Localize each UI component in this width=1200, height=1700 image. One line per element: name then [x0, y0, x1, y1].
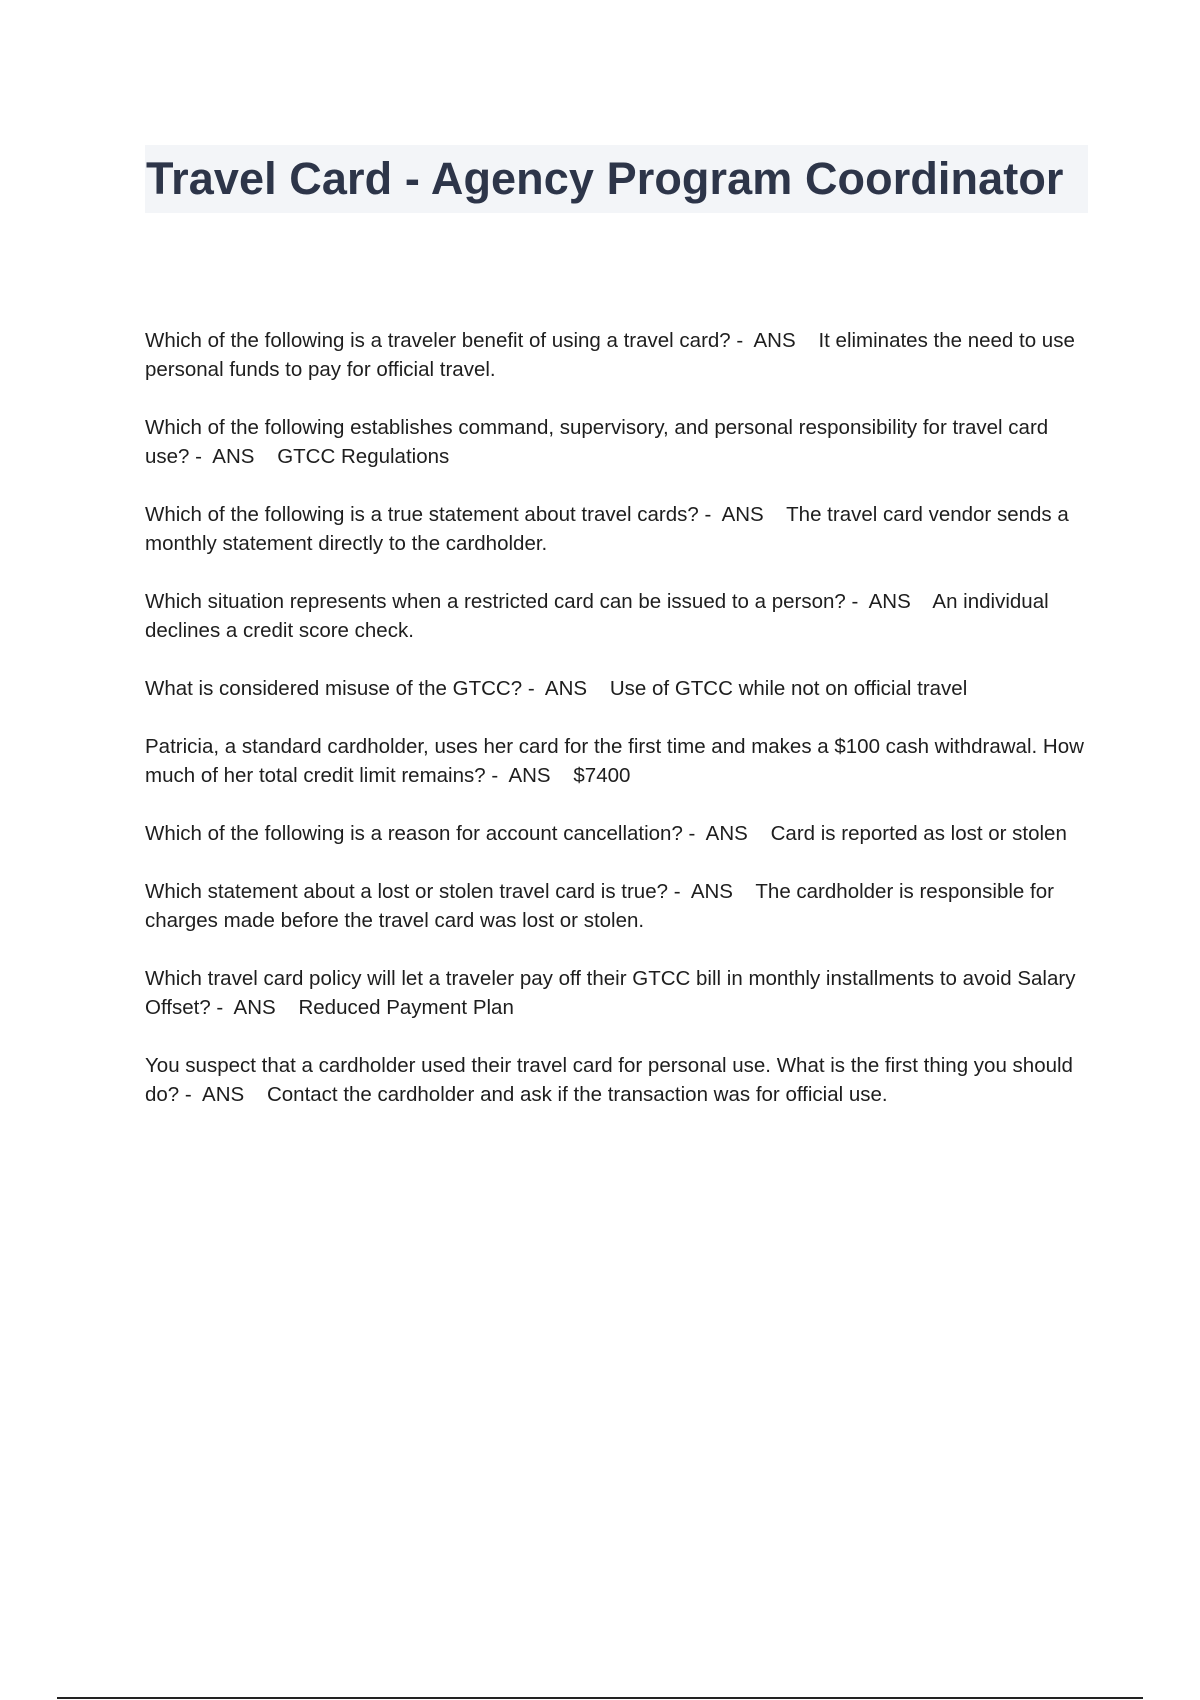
answer-text: GTCC Regulations [277, 445, 450, 468]
qa-item: Which statement about a lost or stolen travel card is true? - ANS The cardholder is responsible for charges made before the travel card was lost or stolen. [145, 880, 1054, 932]
answer-marker: ANS [233, 996, 276, 1019]
footer-divider [57, 1697, 1143, 1699]
qa-item: Which situation represents when a restricted card can be issued to a person? - ANS An individual declines a credit score check. [145, 590, 1049, 642]
qa-item: Patricia, a standard cardholder, uses her card for the first time and makes a $100 cash withdrawal. How much of her total credit limit remains? - ANS $7400 [145, 735, 1084, 787]
question-text: What is considered misuse of the GTCC? [145, 677, 523, 700]
qa-list [145, 326, 1090, 1138]
answer-text: Contact the cardholder and ask if the transaction was for official use. [266, 1083, 888, 1106]
answer-marker: ANS [721, 503, 764, 526]
qa-item: You suspect that a cardholder used their travel card for personal use. What is the first thing you should do? - ANS Contact the cardholder and ask if the transaction was for official use. [145, 1054, 1073, 1106]
qa-item: Which of the following is a traveler benefit of using a travel card? - ANS It eliminates the need to use personal funds to pay for official travel. [145, 329, 1075, 381]
answer-marker: ANS [690, 880, 733, 903]
question-text: Which of the following establishes command, supervisory, and personal responsibility for travel card use? [145, 416, 1049, 468]
answer-text: The cardholder is responsible for charges made before the travel card was lost or stolen. [145, 880, 1054, 932]
answer-marker: ANS [753, 329, 796, 352]
answer-text: $7400 [573, 764, 631, 787]
qa-item: Which of the following is a true statement about travel cards? - ANS The travel card vendor sends a monthly statement directly to the cardholder. [145, 503, 1069, 555]
question-text: Which situation represents when a restricted card can be issued to a person? [145, 590, 846, 613]
question-text: Which of the following is a true statement about travel cards? [145, 503, 699, 526]
answer-marker: ANS [202, 1083, 245, 1106]
question-text: Which of the following is a traveler benefit of using a travel card? [145, 329, 731, 352]
question-text: Which of the following is a reason for account cancellation? [145, 822, 683, 845]
answer-text: An individual declines a credit score check. [145, 590, 1049, 642]
answer-marker: ANS [212, 445, 255, 468]
answer-text: Card is reported as lost or stolen [770, 822, 1067, 845]
question-text: Patricia, a standard cardholder, uses her card for the first time and makes a $100 cash withdrawal. How much of her total credit limit remains? [145, 735, 1084, 787]
answer-text: It eliminates the need to use personal funds to pay for official travel. [145, 329, 1075, 381]
question-text: Which travel card policy will let a traveler pay off their GTCC bill in monthly installments to avoid Salary Offset? [145, 967, 1076, 1019]
qa-item: Which travel card policy will let a traveler pay off their GTCC bill in monthly installments to avoid Salary Offset? - ANS Reduced Payment Plan [145, 967, 1076, 1019]
qa-item: Which of the following establishes command, supervisory, and personal responsibility for travel card use? - ANS GTCC Regulations [145, 416, 1049, 468]
question-text: Which statement about a lost or stolen travel card is true? [145, 880, 669, 903]
answer-marker: ANS [705, 822, 748, 845]
question-text: You suspect that a cardholder used their travel card for personal use. What is the first thing you should do? [145, 1054, 1073, 1106]
answer-text: Use of GTCC while not on official travel [609, 677, 968, 700]
answer-marker: ANS [544, 677, 588, 700]
page-title: Travel Card - Agency Program Coordinator [146, 153, 1064, 204]
answer-text: The travel card vendor sends a monthly statement directly to the cardholder. [145, 503, 1069, 555]
qa-item: What is considered misuse of the GTCC? - ANS Use of GTCC while not on official travel [145, 677, 968, 700]
answer-text: Reduced Payment Plan [298, 996, 514, 1019]
qa-item: Which of the following is a reason for account cancellation? - ANS Card is reported as lost or stolen [145, 822, 1067, 845]
answer-marker: ANS [508, 764, 551, 787]
answer-marker: ANS [868, 590, 911, 613]
